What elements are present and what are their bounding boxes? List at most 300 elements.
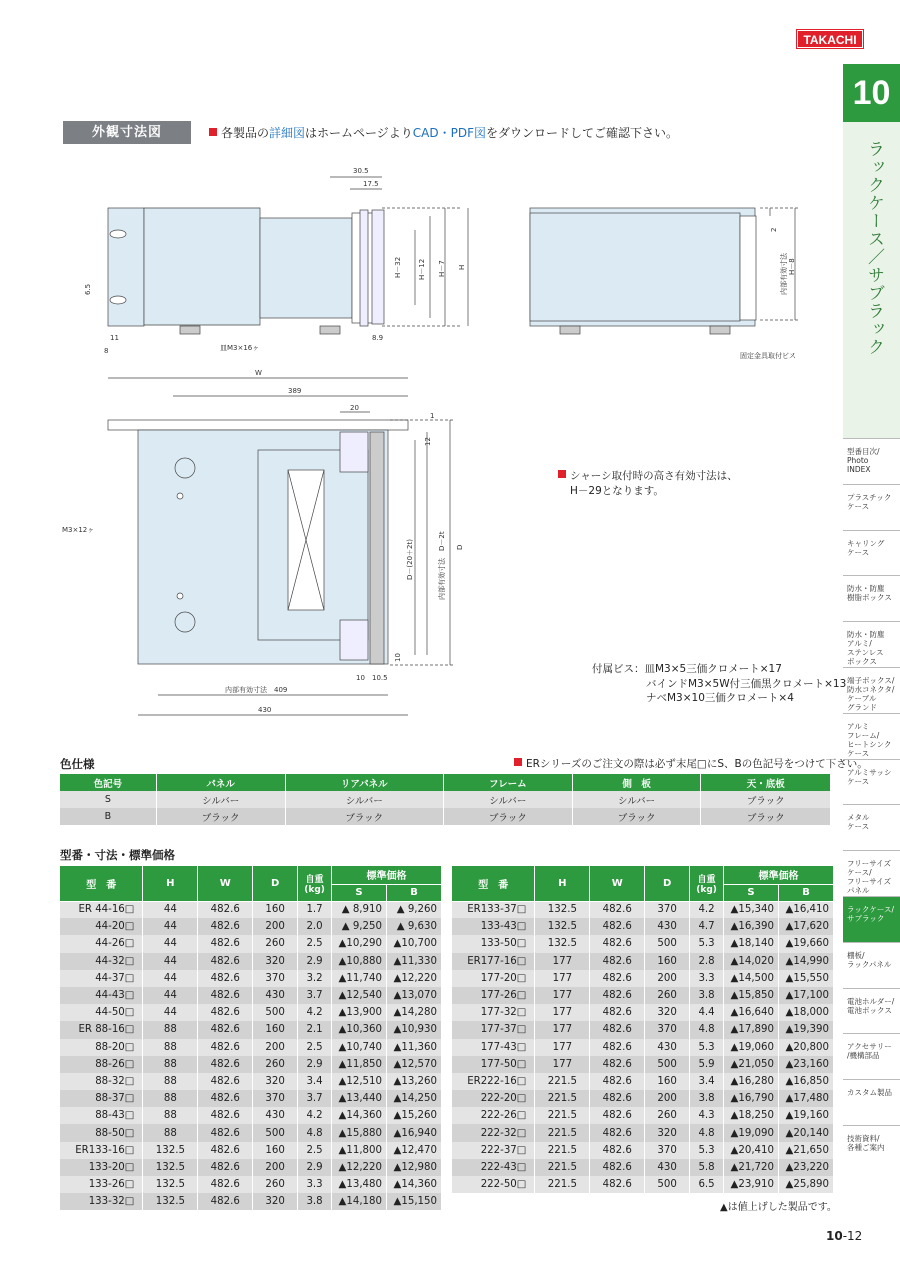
table-cell: 3.3 (298, 1176, 332, 1193)
table-cell: 4.2 (298, 1107, 332, 1124)
table-cell: ▲12,980 (387, 1159, 442, 1176)
table-cell: 260 (645, 987, 690, 1004)
dim-8-9: 8.9 (372, 334, 384, 342)
table-row (60, 1176, 442, 1193)
th-rear-panel: リアパネル (285, 774, 443, 791)
table-cell: ▲13,070 (387, 987, 442, 1004)
table-cell: 177-37□ (452, 1021, 535, 1038)
table-cell: ブラック (443, 808, 572, 825)
table-cell: 88-37□ (60, 1090, 143, 1107)
dim-2: 2 (770, 227, 778, 232)
table-cell: 200 (645, 970, 690, 987)
table-cell: ▲10,290 (332, 935, 387, 952)
table-row (60, 935, 442, 952)
table-cell: ▲16,790 (724, 1090, 779, 1107)
table-cell: 4.2 (690, 901, 724, 918)
page-number: 10-12 (826, 1229, 863, 1243)
th-d: D (645, 866, 690, 901)
th-w: W (198, 866, 253, 901)
nav-item[interactable]: アルミ フレーム/ ヒートシンク ケース (843, 713, 900, 759)
table-cell: ▲ 8,910 (332, 901, 387, 918)
table-cell: 132.5 (143, 1176, 198, 1193)
table-cell: 430 (645, 918, 690, 935)
table-row (452, 970, 834, 987)
table-cell: 6.5 (690, 1176, 724, 1193)
table-cell: 320 (253, 1193, 298, 1210)
table-cell: ▲10,700 (387, 935, 442, 952)
table-cell: 2.1 (298, 1021, 332, 1038)
table-cell: 132.5 (143, 1193, 198, 1210)
table-row (60, 1193, 442, 1210)
table-cell: 2.5 (298, 1142, 332, 1159)
table-cell: 2.5 (298, 1039, 332, 1056)
price-table-title: 型番・寸法・標準価格 (60, 848, 175, 862)
table-cell: ▲15,880 (332, 1124, 387, 1141)
table-cell: 482.6 (198, 1021, 253, 1038)
table-cell: 482.6 (198, 970, 253, 987)
side-view (108, 177, 468, 334)
table-cell: 482.6 (590, 1004, 645, 1021)
table-row (452, 935, 834, 952)
table-cell: 482.6 (590, 1021, 645, 1038)
th-s: S (332, 884, 387, 901)
table-row (452, 1021, 834, 1038)
table-cell: 482.6 (590, 901, 645, 918)
table-cell: ER 88-16□ (60, 1021, 143, 1038)
table-cell: ▲18,140 (724, 935, 779, 952)
table-cell: 370 (645, 1142, 690, 1159)
table-cell: ブラック (701, 791, 831, 808)
table-cell: 260 (253, 935, 298, 952)
nav-item[interactable]: ラックケース/ サブラック (843, 896, 900, 942)
nav-item[interactable]: 電池ホルダー/ 電池ボックス (843, 988, 900, 1034)
table-cell: ▲19,060 (724, 1039, 779, 1056)
color-spec-table (60, 774, 831, 825)
table-cell: ▲23,220 (779, 1159, 834, 1176)
table-cell: 482.6 (198, 1159, 253, 1176)
table-cell: 44-43□ (60, 987, 143, 1004)
table-cell: 2.8 (690, 953, 724, 970)
table-cell: ▲11,740 (332, 970, 387, 987)
table-cell: 320 (645, 1004, 690, 1021)
nav-item[interactable]: 技術資料/ 各種ご案内 (843, 1125, 900, 1171)
table-cell: ▲16,940 (387, 1124, 442, 1141)
table-cell: 221.5 (535, 1142, 590, 1159)
nav-item[interactable]: メタル ケース (843, 804, 900, 850)
table-cell: シルバー (572, 791, 701, 808)
table-cell: 44 (143, 970, 198, 987)
table-cell: 4.7 (690, 918, 724, 935)
price-table-right (452, 866, 834, 1193)
red-square-icon (209, 128, 217, 136)
dim-12: 12 (424, 437, 432, 446)
table-cell: ▲16,280 (724, 1073, 779, 1090)
table-cell: 482.6 (198, 953, 253, 970)
table-cell: ER133-16□ (60, 1142, 143, 1159)
price-table-left (60, 866, 442, 1210)
table-cell: 430 (645, 1159, 690, 1176)
table-cell: 5.3 (690, 935, 724, 952)
table-row (60, 1159, 442, 1176)
table-cell: ▲15,550 (779, 970, 834, 987)
table-cell: 5.3 (690, 1039, 724, 1056)
color-spec-title: 色仕様 (60, 757, 95, 771)
table-cell: 3.7 (298, 987, 332, 1004)
table-cell: ▲11,360 (387, 1039, 442, 1056)
table-cell: 482.6 (198, 1193, 253, 1210)
table-cell: 44 (143, 953, 198, 970)
table-cell: 44 (143, 1004, 198, 1021)
table-cell: 44-50□ (60, 1004, 143, 1021)
top-view (108, 378, 455, 715)
front-view (530, 208, 800, 334)
nav-item[interactable]: アルミサッシ ケース (843, 759, 900, 805)
table-cell: 88 (143, 1021, 198, 1038)
table-cell: 482.6 (198, 1176, 253, 1193)
table-cell: 3.2 (298, 970, 332, 987)
table-cell: ▲12,540 (332, 987, 387, 1004)
dim-8: 8 (104, 347, 109, 355)
price-footnote: ▲は値上げした製品です。 (720, 1202, 837, 1213)
th-model: 型 番 (60, 866, 143, 901)
table-row (60, 1073, 442, 1090)
table-cell: 44-20□ (60, 918, 143, 935)
table-cell: 482.6 (590, 1039, 645, 1056)
table-cell: 88 (143, 1056, 198, 1073)
table-cell: 260 (253, 1056, 298, 1073)
table-cell: 3.3 (690, 970, 724, 987)
table-row (452, 1159, 834, 1176)
table-cell: 482.6 (198, 1090, 253, 1107)
table-cell: 482.6 (198, 1056, 253, 1073)
table-cell: ▲14,180 (332, 1193, 387, 1210)
table-cell: 88 (143, 1090, 198, 1107)
table-cell: 132.5 (143, 1159, 198, 1176)
table-cell: 177 (535, 1021, 590, 1038)
table-cell: 482.6 (198, 901, 253, 918)
table-cell: 482.6 (198, 1107, 253, 1124)
nav-item[interactable]: キャリング ケース (843, 530, 900, 576)
table-cell: 482.6 (590, 1107, 645, 1124)
table-cell: ▲14,020 (724, 953, 779, 970)
table-cell: ▲13,260 (387, 1073, 442, 1090)
th-top-bottom: 天・底板 (701, 774, 831, 791)
dim-h-32: H－32 (394, 256, 402, 278)
table-row (60, 1142, 442, 1159)
table-cell: ▲13,480 (332, 1176, 387, 1193)
table-cell: ブラック (285, 808, 443, 825)
table-cell: 430 (645, 1039, 690, 1056)
table-cell: 430 (253, 987, 298, 1004)
table-cell: 3.7 (298, 1090, 332, 1107)
table-cell: 2.9 (298, 1159, 332, 1176)
table-cell: ▲10,930 (387, 1021, 442, 1038)
th-frame: フレーム (443, 774, 572, 791)
table-cell: 500 (253, 1124, 298, 1141)
chapter-number: 10 (843, 64, 900, 122)
table-cell: 160 (645, 953, 690, 970)
table-row (452, 1124, 834, 1141)
table-cell: 177 (535, 1056, 590, 1073)
table-cell: ▲20,800 (779, 1039, 834, 1056)
table-cell: 5.8 (690, 1159, 724, 1176)
table-cell: 2.9 (298, 1056, 332, 1073)
table-cell: ▲ 9,260 (387, 901, 442, 918)
nav-item[interactable]: 棚板/ ラックパネル (843, 942, 900, 988)
table-cell: 370 (645, 901, 690, 918)
table-cell: ▲14,280 (387, 1004, 442, 1021)
table-cell: ▲14,360 (332, 1107, 387, 1124)
dim-17-5: 17.5 (363, 180, 379, 188)
table-cell: 133-43□ (452, 918, 535, 935)
table-row (452, 953, 834, 970)
table-cell: ▲17,620 (779, 918, 834, 935)
table-cell: ▲21,050 (724, 1056, 779, 1073)
order-note: ERシリーズのご注文の際は必ず末尾□にS、Bの色記号をつけて下さい。 (514, 756, 868, 771)
table-cell: 500 (645, 1056, 690, 1073)
table-cell: 222-26□ (452, 1107, 535, 1124)
nav-item[interactable]: 型番目次/ Photo INDEX (843, 438, 900, 484)
table-row (452, 1107, 834, 1124)
table-cell: 132.5 (143, 1142, 198, 1159)
table-cell: ▲13,440 (332, 1090, 387, 1107)
table-cell: ▲16,640 (724, 1004, 779, 1021)
table-cell: ▲23,910 (724, 1176, 779, 1193)
table-cell: ▲12,220 (387, 970, 442, 987)
table-cell: 482.6 (590, 935, 645, 952)
table-cell: ▲20,140 (779, 1124, 834, 1141)
table-row (60, 1021, 442, 1038)
table-cell: 500 (645, 1176, 690, 1193)
table-cell: ▲11,330 (387, 953, 442, 970)
table-cell: 177-43□ (452, 1039, 535, 1056)
table-cell: 482.6 (590, 1176, 645, 1193)
table-cell: 133-50□ (452, 935, 535, 952)
table-cell: ▲12,470 (387, 1142, 442, 1159)
th-h: H (535, 866, 590, 901)
table-cell: ▲11,800 (332, 1142, 387, 1159)
table-cell: 3.4 (690, 1073, 724, 1090)
table-cell: 200 (253, 1039, 298, 1056)
table-cell: 3.4 (298, 1073, 332, 1090)
table-cell: ▲10,360 (332, 1021, 387, 1038)
table-cell: 482.6 (590, 918, 645, 935)
th-weight: 自重 (kg) (690, 866, 724, 901)
table-cell: 222-37□ (452, 1142, 535, 1159)
th-price: 標準価格 (332, 866, 442, 884)
table-cell: 177-50□ (452, 1056, 535, 1073)
table-cell: ▲14,250 (387, 1090, 442, 1107)
cad-link[interactable]: CAD・PDF図 (412, 126, 487, 140)
th-color-code: 色記号 (60, 774, 156, 791)
th-weight: 自重 (kg) (298, 866, 332, 901)
table-cell: 133-20□ (60, 1159, 143, 1176)
table-cell: ▲19,090 (724, 1124, 779, 1141)
table-row (452, 1056, 834, 1073)
table-cell: 160 (253, 1142, 298, 1159)
table-cell: 88 (143, 1039, 198, 1056)
table-cell: S (60, 791, 156, 808)
table-row (60, 1056, 442, 1073)
table-cell: ▲19,660 (779, 935, 834, 952)
table-cell: 370 (253, 1090, 298, 1107)
inner-d-label: 内部有効寸法 D－2t (438, 531, 446, 600)
table-row (60, 1090, 442, 1107)
table-cell: 3.8 (690, 1090, 724, 1107)
table-cell: 4.8 (690, 1124, 724, 1141)
table-cell: 177 (535, 1004, 590, 1021)
fix-screw-label: 固定金具取付ビス (740, 352, 796, 360)
table-cell: 482.6 (590, 1090, 645, 1107)
th-w: W (590, 866, 645, 901)
brand-logo: TAKACHI (797, 30, 863, 48)
table-cell: ▲21,720 (724, 1159, 779, 1176)
table-row (452, 918, 834, 935)
table-row (452, 1090, 834, 1107)
m3-screw-label: M3×12ヶ (62, 526, 95, 534)
table-cell: 482.6 (198, 1124, 253, 1141)
table-cell: ブラック (156, 808, 285, 825)
table-cell: ▲15,260 (387, 1107, 442, 1124)
dim-d: D (456, 544, 464, 550)
nav-item[interactable]: アクセサリー /機構部品 (843, 1033, 900, 1079)
table-row (60, 791, 831, 808)
table-cell: 88 (143, 1107, 198, 1124)
table-cell: 482.6 (198, 918, 253, 935)
nav-item[interactable]: カスタム製品 (843, 1079, 900, 1125)
chapter-title: ラックケース／サブラック (864, 140, 884, 356)
table-cell: 44 (143, 987, 198, 1004)
table-cell: 177 (535, 987, 590, 1004)
th-s: S (724, 884, 779, 901)
dim-6-5: 6.5 (84, 283, 92, 295)
table-cell: 482.6 (590, 953, 645, 970)
table-cell: 88-20□ (60, 1039, 143, 1056)
th-model: 型 番 (452, 866, 535, 901)
table-cell: 4.3 (690, 1107, 724, 1124)
table-cell: ▲12,510 (332, 1073, 387, 1090)
table-cell: 2.0 (298, 918, 332, 935)
table-cell: ▲ 9,630 (387, 918, 442, 935)
table-cell: 177 (535, 1039, 590, 1056)
table-cell: ER 44-16□ (60, 901, 143, 918)
table-row (60, 1039, 442, 1056)
chassis-note: シャーシ取付時の高さ有効寸法は、 H－29となります。 (558, 469, 738, 499)
table-cell: 44 (143, 901, 198, 918)
table-row (60, 1107, 442, 1124)
table-cell: シルバー (156, 791, 285, 808)
table-cell: 482.6 (590, 970, 645, 987)
table-cell: ▲14,500 (724, 970, 779, 987)
th-price: 標準価格 (724, 866, 834, 884)
table-cell: 88-26□ (60, 1056, 143, 1073)
table-cell: ▲13,900 (332, 1004, 387, 1021)
th-side-plate: 側 板 (572, 774, 701, 791)
dim-1: 1 (430, 412, 435, 420)
table-cell: 200 (645, 1090, 690, 1107)
table-cell: ▲15,850 (724, 987, 779, 1004)
nav-item[interactable]: 端子ボックス/ 防水コネクタ/ ケーブル グランド (843, 667, 900, 713)
table-cell: 2.9 (298, 953, 332, 970)
table-cell: 370 (253, 970, 298, 987)
table-row (60, 1124, 442, 1141)
table-cell: 177-32□ (452, 1004, 535, 1021)
table-cell: 177-26□ (452, 987, 535, 1004)
table-cell: 260 (253, 1176, 298, 1193)
table-cell: ▲16,410 (779, 901, 834, 918)
table-cell: ブラック (572, 808, 701, 825)
table-cell: 88-32□ (60, 1073, 143, 1090)
table-row (60, 918, 442, 935)
table-cell: 4.8 (690, 1021, 724, 1038)
table-cell: 482.6 (198, 1073, 253, 1090)
table-cell: 200 (253, 918, 298, 935)
dim-h-8: H－8 (788, 258, 796, 275)
table-cell: 482.6 (590, 1124, 645, 1141)
nav-item[interactable]: 防水・防塵 樹脂ボックス (843, 575, 900, 621)
table-cell: 3.8 (298, 1193, 332, 1210)
table-cell: 200 (253, 1159, 298, 1176)
table-cell: 500 (645, 935, 690, 952)
dimension-drawings (60, 150, 840, 750)
table-row (60, 953, 442, 970)
table-cell: 221.5 (535, 1176, 590, 1193)
table-cell: 430 (253, 1107, 298, 1124)
table-cell: ▲15,150 (387, 1193, 442, 1210)
dim-10: 10 (394, 653, 402, 662)
dim-20: 20 (350, 404, 359, 412)
table-cell: 88 (143, 1124, 198, 1141)
table-cell: 177-20□ (452, 970, 535, 987)
table-cell: 3.8 (690, 987, 724, 1004)
dim-10b: 10 (356, 674, 365, 682)
th-b: B (779, 884, 834, 901)
table-cell: シルバー (443, 791, 572, 808)
table-cell: 133-26□ (60, 1176, 143, 1193)
table-cell: ▲16,850 (779, 1073, 834, 1090)
table-cell: ▲21,650 (779, 1142, 834, 1159)
table-cell: 222-32□ (452, 1124, 535, 1141)
table-cell: 132.5 (535, 935, 590, 952)
nav-item[interactable]: フリーサイズ ケース/ フリーサイズ パネル (843, 850, 900, 896)
table-cell: 482.6 (590, 1142, 645, 1159)
table-cell: 221.5 (535, 1159, 590, 1176)
th-panel: パネル (156, 774, 285, 791)
table-cell: 482.6 (198, 987, 253, 1004)
table-cell: ▲17,100 (779, 987, 834, 1004)
table-cell: 4.2 (298, 1004, 332, 1021)
table-cell: 177 (535, 953, 590, 970)
table-cell: 4.8 (298, 1124, 332, 1141)
table-cell: 132.5 (535, 901, 590, 918)
dim-h-7: H－7 (438, 260, 446, 277)
table-row (452, 1004, 834, 1021)
dim-10-5: 10.5 (372, 674, 388, 682)
dim-430: 430 (258, 706, 272, 714)
th-b: B (387, 884, 442, 901)
table-cell: 370 (645, 1021, 690, 1038)
table-cell: 260 (645, 1107, 690, 1124)
detail-link[interactable]: 詳細図 (269, 126, 306, 140)
table-cell: 2.5 (298, 935, 332, 952)
dim-30-5: 30.5 (353, 167, 369, 175)
nav-item[interactable]: 防水・防塵 アルミ/ ステンレス ボックス (843, 621, 900, 667)
table-cell: 44-37□ (60, 970, 143, 987)
table-cell: 44-32□ (60, 953, 143, 970)
nav-item[interactable]: プラスチック ケース (843, 484, 900, 530)
table-cell: ▲18,250 (724, 1107, 779, 1124)
table-cell: ▲20,410 (724, 1142, 779, 1159)
